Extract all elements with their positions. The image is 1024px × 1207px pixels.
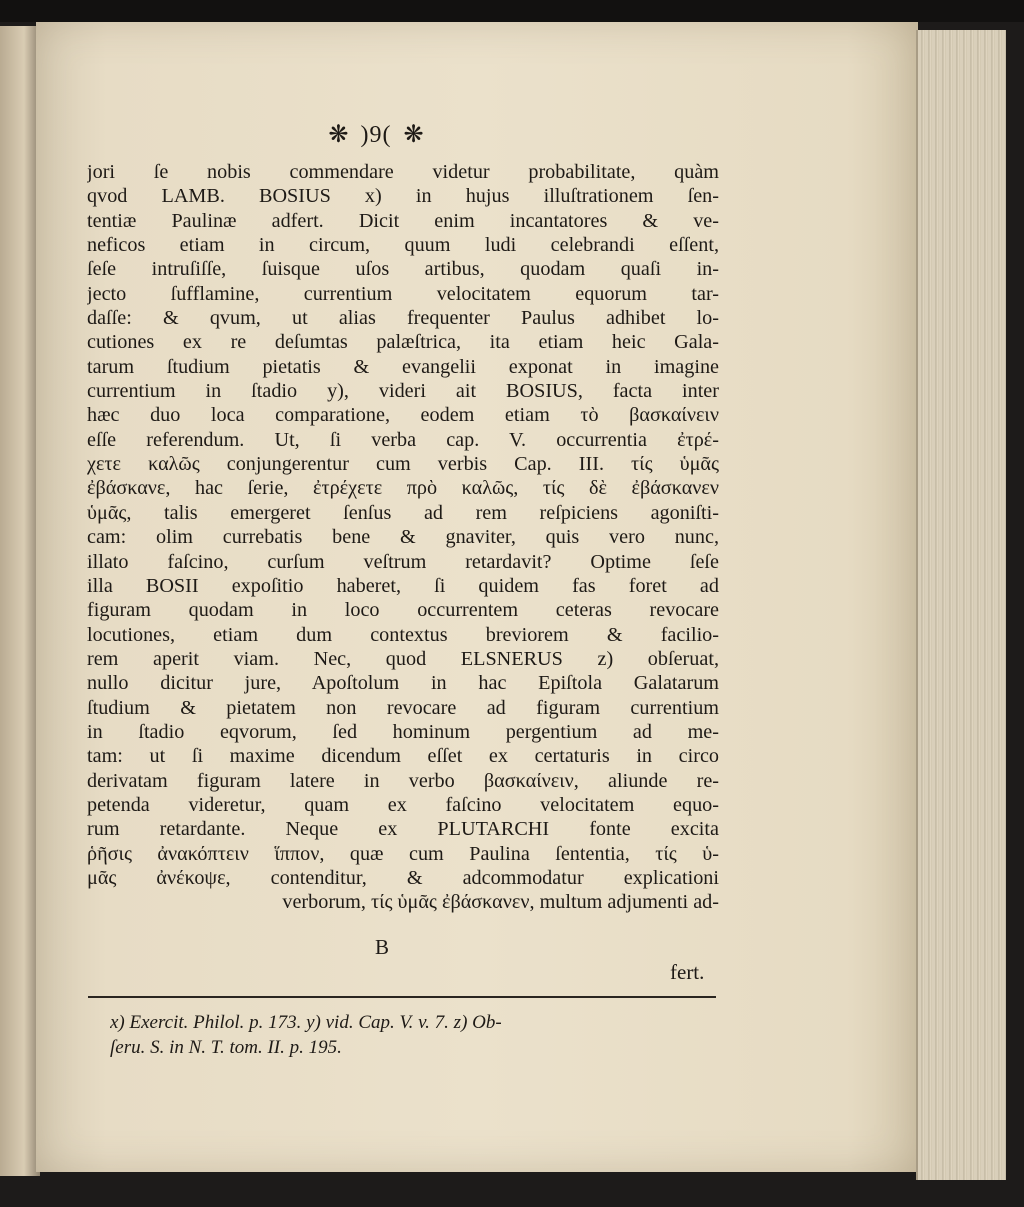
- footnote-line: x) Exercit. Philol. p. 173. y) vid. Cap. V. v. 7. z) Ob-: [110, 1012, 502, 1033]
- body-line: χετε καλῶς conjungerentur cum verbis Cap. III. τίς ὑμᾶς: [87, 453, 719, 476]
- body-line: qvod LAMB. BOSIUS x) in hujus illuſtrationem ſen-: [87, 185, 719, 208]
- body-line: currentium in ſtadio y), videri ait BOSIUS, facta inter: [87, 380, 719, 403]
- body-line: ῥῆσις ἀνακόπτειν ἵππον, quæ cum Paulina ſententia, τίς ὑ-: [87, 842, 719, 865]
- body-line: jori ſe nobis commendare videtur probabilitate, quàm: [87, 161, 719, 183]
- ornament-left-icon: ❋: [328, 122, 349, 148]
- body-line: hæc duo loca comparatione, eodem etiam τὸ βασκαίνειν: [87, 404, 719, 427]
- body-line: derivatam figuram latere in verbo βασκαίνειν, aliunde re-: [87, 769, 719, 792]
- body-line: rum retardante. Neque ex PLUTARCHI fonte excita: [87, 818, 719, 841]
- body-line: cam: olim currebatis bene & gnaviter, quis vero nunc,: [87, 526, 719, 549]
- body-line: rem aperit viam. Nec, quod ELSNERUS z) obſeruat,: [87, 647, 719, 670]
- body-line: ὑμᾶς, talis emergeret ſenſus ad rem reſpiciens agoniſti-: [87, 501, 719, 524]
- body-text: [87, 160, 719, 915]
- body-line: neficos etiam in circum, quum ludi celebrandi eſſent,: [87, 234, 719, 257]
- footnote-rule: [88, 996, 716, 998]
- body-line: illa BOSII expoſitio haberet, ſi quidem fas foret ad: [87, 574, 719, 597]
- body-line: petenda videretur, quam ex faſcino velocitatem equo-: [87, 793, 719, 816]
- footnotes: [110, 1010, 720, 1060]
- body-line: eſſe referendum. Ut, ſi verba cap. V. occurrentia ἐτρέ-: [87, 428, 719, 451]
- body-line: ἐβάσκανε, hac ſerie, ἐτρέχετε πρὸ καλῶς, τίς δὲ ἐβάσκανεν: [87, 477, 719, 500]
- body-line: nullo dicitur jure, Apoſtolum in hac Epiſtola Galatarum: [87, 672, 719, 695]
- body-line: ſeſe intruſiſſe, ſuisque uſos artibus, quodam quaſi in-: [87, 258, 719, 281]
- body-line: illato faſcino, curſum veſtrum retardavit? Optime ſeſe: [87, 550, 719, 573]
- body-line: ſtudium & pietatem non revocare ad figuram currentium: [87, 696, 719, 719]
- footnote-line: ſeru. S. in N. T. tom. II. p. 195.: [110, 1037, 342, 1058]
- body-line: daſſe: & qvum, ut alias frequenter Paulus adhibet lo-: [87, 307, 719, 330]
- body-line: cutiones ex re deſumtas palæſtrica, ita etiam heic Gala-: [87, 331, 719, 354]
- page-header: [236, 118, 516, 152]
- body-line: verborum, τίς ὑμᾶς ἐβάσκανεν, multum adjumenti ad-: [282, 891, 719, 914]
- body-line: tarum ſtudium pietatis & evangelii exponat in imagine: [87, 355, 719, 378]
- ornament-right-icon: ❋: [403, 122, 424, 148]
- body-line: locutiones, etiam dum contextus breviorem & facilio-: [87, 623, 719, 646]
- body-line: jecto ſufflamine, currentium velocitatem equorum tar-: [87, 282, 719, 305]
- body-line: tam: ut ſi maxime dicendum eſſet ex certaturis in circo: [87, 745, 719, 768]
- body-line: in ſtadio eqvorum, ſed hominum pergentium ad me-: [87, 720, 719, 743]
- page-edges-stack: [916, 30, 1006, 1180]
- catchword: fert.: [670, 960, 705, 984]
- body-line: μᾶς ἀνέκοψε, contenditur, & adcommodatur explicationi: [87, 866, 719, 889]
- body-line: tentiæ Paulinæ adfert. Dicit enim incantatores & ve-: [87, 209, 719, 232]
- scan-background-top: [0, 0, 1024, 22]
- facing-page-edge: [0, 26, 40, 1176]
- signature-mark: B: [375, 935, 390, 959]
- body-line: figuram quodam in loco occurrentem ceteras revocare: [87, 599, 719, 622]
- page-number: )9(: [360, 121, 392, 148]
